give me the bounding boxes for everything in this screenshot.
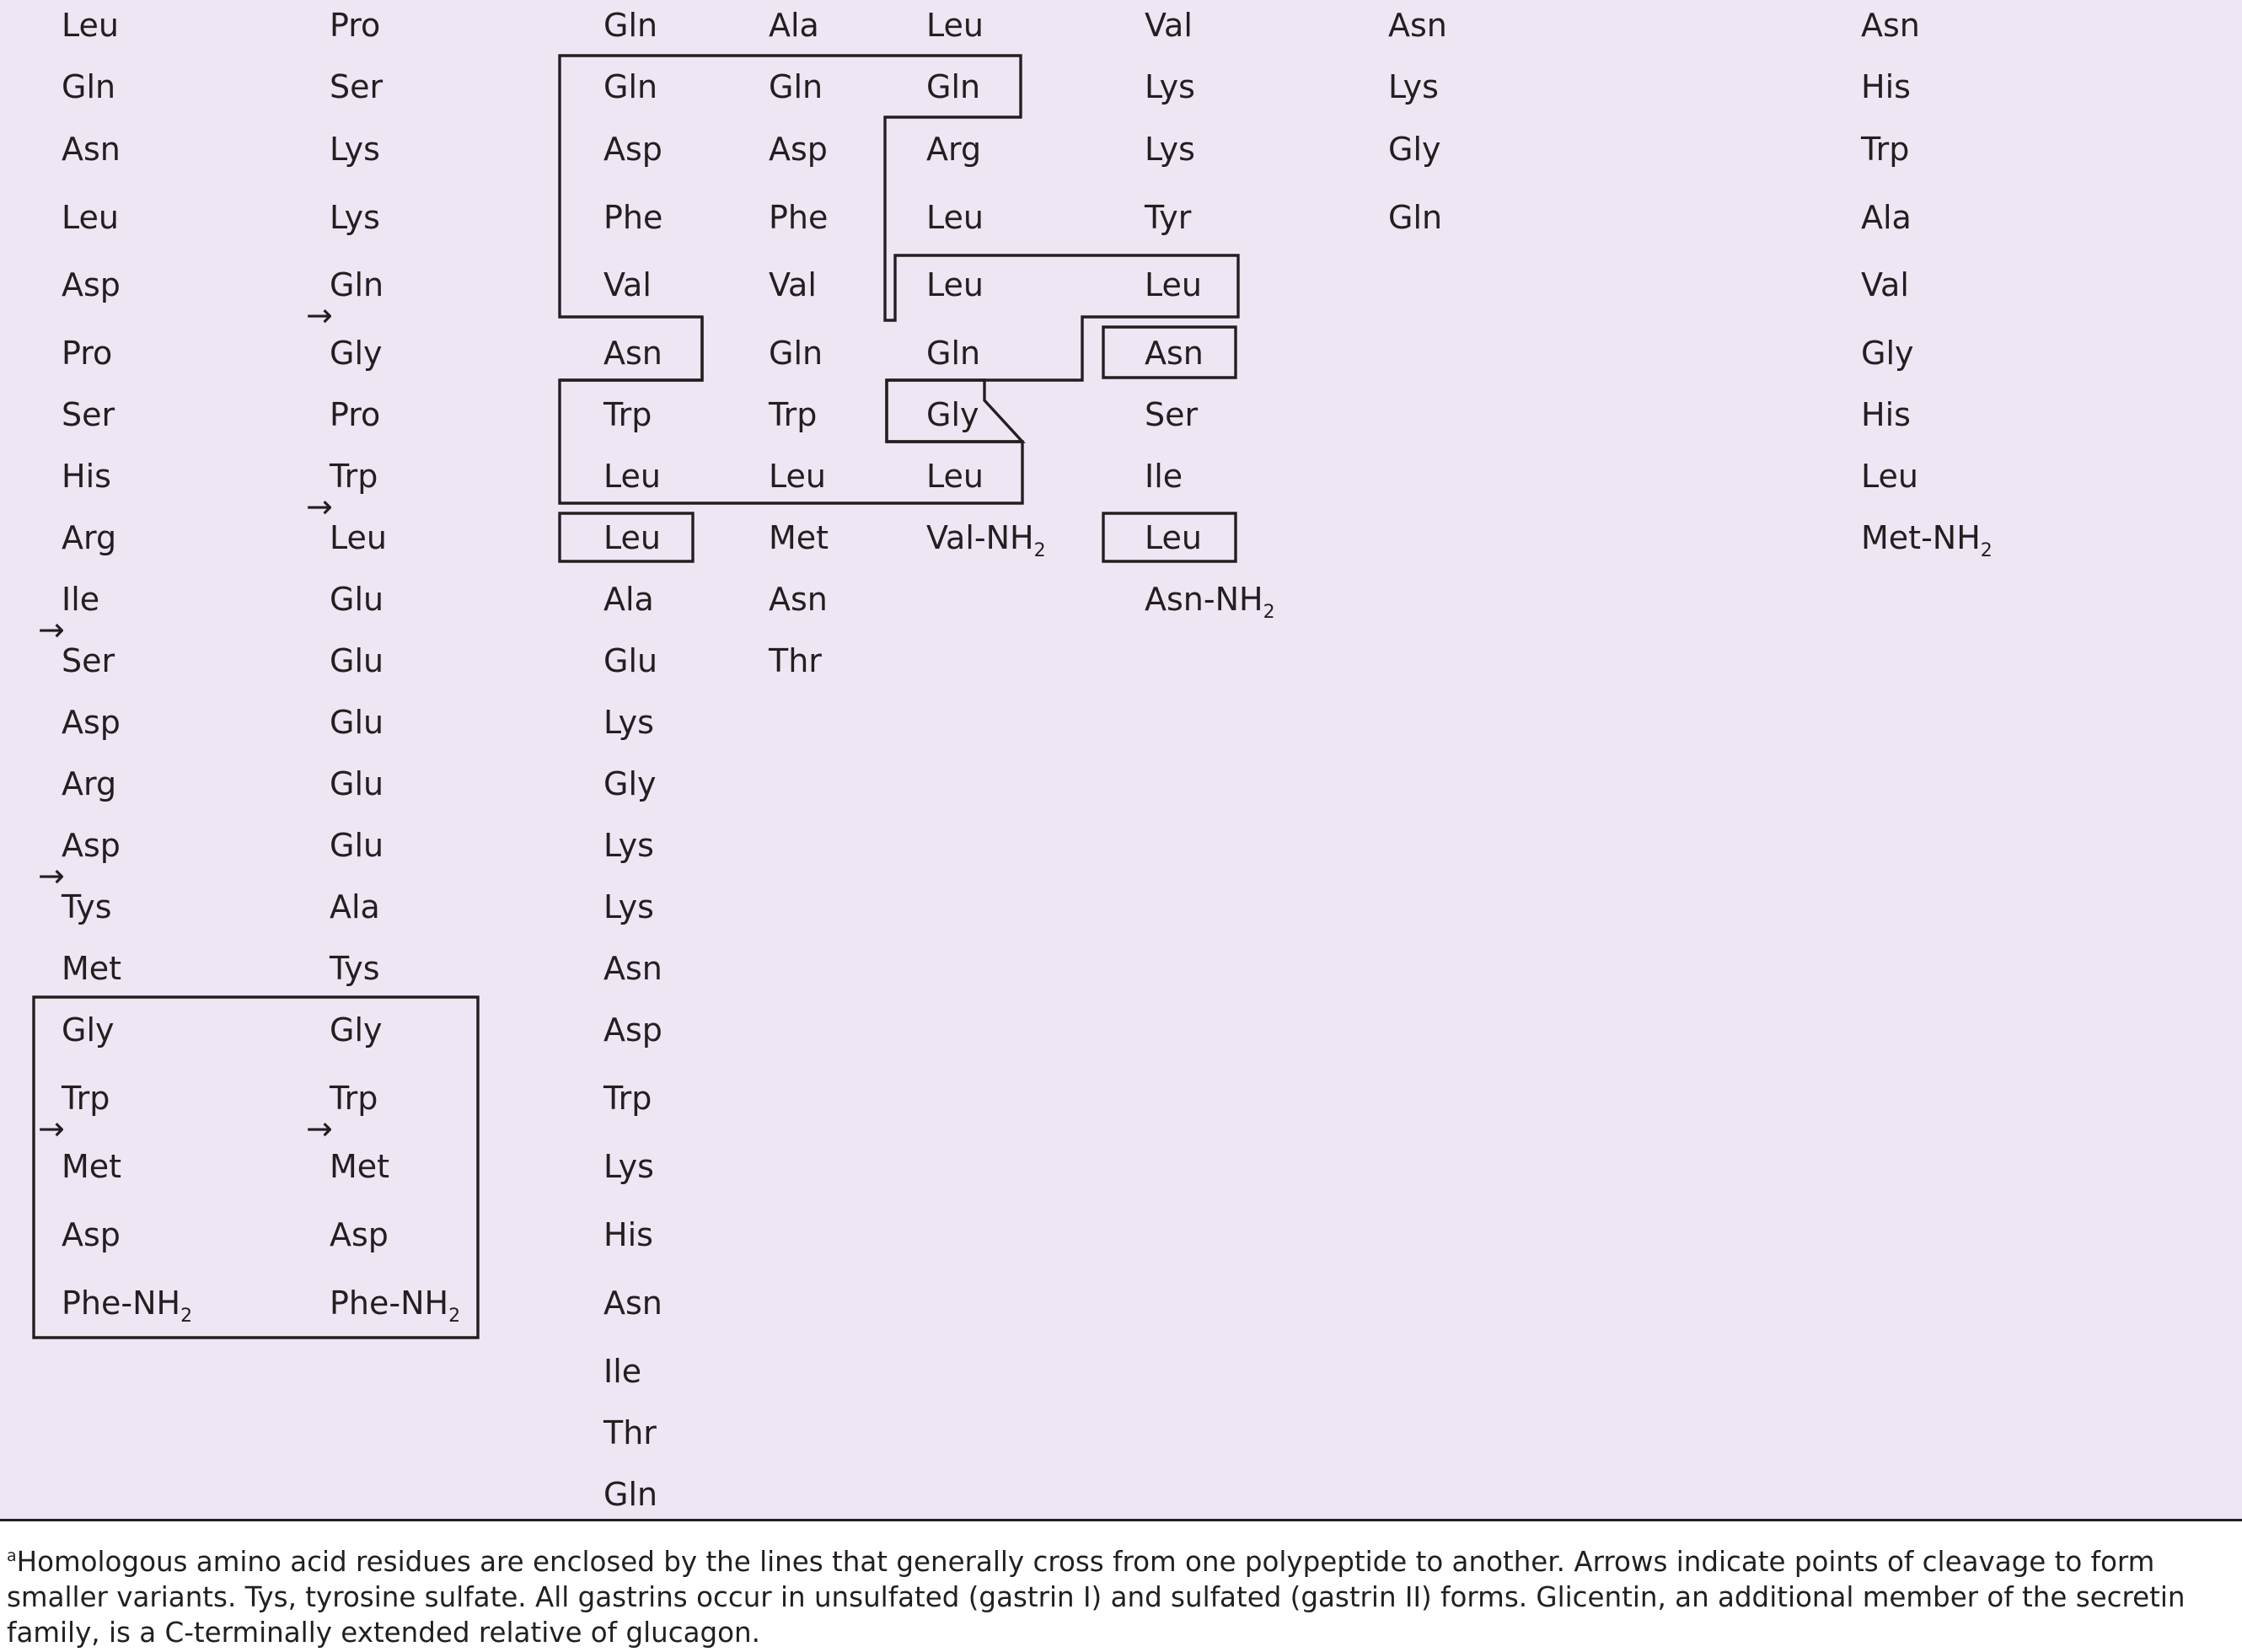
residue: Ala bbox=[603, 581, 654, 618]
residue: Leu bbox=[603, 519, 661, 556]
residue: Leu bbox=[1861, 458, 1918, 495]
residue: Arg bbox=[926, 131, 982, 168]
residue: Gln bbox=[926, 68, 981, 105]
residue: Glu bbox=[330, 642, 384, 679]
residue: Gln bbox=[603, 7, 658, 44]
cleavage-arrow: → bbox=[306, 1110, 333, 1147]
table-footnote bbox=[7, 1544, 2232, 1650]
residue: Phe-$NH_2$ bbox=[330, 1285, 461, 1327]
residue: Met bbox=[330, 1148, 390, 1185]
residue: Phe bbox=[603, 199, 663, 236]
residue: Glu bbox=[330, 581, 384, 618]
residue: Glu bbox=[330, 827, 384, 864]
residue: Met-$NH_2$ bbox=[1861, 519, 1993, 561]
residue: Phe-$NH_2$ bbox=[62, 1285, 193, 1327]
residue: His bbox=[1861, 396, 1911, 433]
residue: Gln bbox=[603, 1476, 658, 1513]
residue: Ile bbox=[62, 581, 100, 618]
residue: Val bbox=[603, 266, 652, 303]
residue: His bbox=[62, 458, 111, 495]
residue: Leu bbox=[62, 199, 119, 236]
residue: Lys bbox=[1145, 131, 1195, 168]
residue: Asp bbox=[603, 131, 662, 168]
residue: Leu bbox=[769, 458, 826, 495]
cleavage-arrow: → bbox=[306, 488, 333, 525]
residue: Gln bbox=[330, 266, 384, 303]
residue: Pro bbox=[330, 396, 381, 433]
residue: Gln bbox=[769, 68, 823, 105]
residue: Glu bbox=[603, 642, 658, 679]
residue: Gly bbox=[330, 1011, 383, 1049]
residue: Asp bbox=[330, 1216, 389, 1253]
residue: Ser bbox=[1145, 396, 1199, 433]
residue: Leu bbox=[926, 266, 984, 303]
residue: Asn bbox=[1861, 7, 1920, 44]
residue: Thr bbox=[769, 642, 822, 679]
residue: Trp bbox=[769, 396, 818, 433]
cleavage-arrow: → bbox=[38, 857, 65, 894]
residue: Ala bbox=[1861, 199, 1912, 236]
residue: Asn bbox=[62, 131, 121, 168]
residue: Arg bbox=[62, 765, 117, 802]
residue: Tyr bbox=[1145, 199, 1192, 236]
residue: Lys bbox=[330, 199, 380, 236]
residue: Glu bbox=[330, 704, 384, 741]
residue: Asp bbox=[62, 1216, 121, 1253]
residue: Trp bbox=[603, 1080, 652, 1117]
residue: Pro bbox=[330, 7, 381, 44]
residue: Leu bbox=[330, 519, 387, 556]
residue: Asn bbox=[603, 1285, 662, 1322]
residue: Lys bbox=[1145, 68, 1195, 105]
residue: Ala bbox=[330, 888, 380, 925]
residue: Arg bbox=[62, 519, 117, 556]
cleavage-arrow: → bbox=[38, 611, 65, 648]
residue: Ile bbox=[1145, 458, 1183, 495]
footnote-text: Homologous amino acid residues are enclosed by the lines that generally cross from one polypeptide to another. Arrows indicate points of cleavage to form smaller variants. Tys, tyrosine sulfate. All gastrins occur in unsulfated (gastrin I) and sulfated (gastrin II) forms. Glicentin, an additional member of the secretin family, is a C-terminally extended relative of glucagon. bbox=[7, 1546, 2186, 1649]
residue: Gln bbox=[1388, 199, 1443, 236]
residue: Gln bbox=[62, 68, 116, 105]
residue: Leu bbox=[1145, 519, 1202, 556]
residue: Thr bbox=[603, 1414, 657, 1451]
residue: Asn bbox=[603, 335, 662, 372]
residue: Asn bbox=[1388, 7, 1447, 44]
residue: Gly bbox=[1861, 335, 1914, 372]
footnote-marker: a bbox=[7, 1547, 17, 1565]
residue: Leu bbox=[1145, 266, 1202, 303]
residue: Asn bbox=[769, 581, 828, 618]
residue: Met bbox=[62, 1148, 122, 1185]
residue: Trp bbox=[603, 396, 652, 433]
residue: Ser bbox=[330, 68, 384, 105]
residue: Phe bbox=[769, 199, 829, 236]
cleavage-arrow: → bbox=[38, 1110, 65, 1147]
residue: His bbox=[603, 1216, 653, 1253]
residue: Gly bbox=[603, 765, 657, 802]
residue: Leu bbox=[926, 458, 984, 495]
residue: Tys bbox=[62, 888, 112, 925]
residue: Leu bbox=[603, 458, 661, 495]
residue: Trp bbox=[330, 458, 378, 495]
residue: Asn bbox=[603, 950, 662, 987]
table-bottom-rule bbox=[0, 1519, 2242, 1521]
residue: Ser bbox=[62, 396, 115, 433]
residue: Ala bbox=[769, 7, 819, 44]
residue: Leu bbox=[926, 199, 984, 236]
residue: Met bbox=[62, 950, 122, 987]
residue: Asp bbox=[603, 1011, 662, 1049]
residue: Lys bbox=[603, 888, 654, 925]
residue: Val bbox=[769, 266, 817, 303]
residue: Val-$NH_2$ bbox=[926, 519, 1046, 561]
residue: Gly bbox=[1388, 131, 1441, 168]
residue: Asp bbox=[62, 704, 121, 741]
residue: Asp bbox=[62, 266, 121, 303]
residue: Gly bbox=[62, 1011, 115, 1049]
residue: Asp bbox=[769, 131, 828, 168]
residue: Ile bbox=[603, 1353, 642, 1390]
residue: Asp bbox=[62, 827, 121, 864]
residue: Val bbox=[1861, 266, 1909, 303]
residue: Lys bbox=[1388, 68, 1439, 105]
residue: Asn-$NH_2$ bbox=[1145, 581, 1275, 623]
residue: Trp bbox=[1861, 131, 1910, 168]
residue: Gly bbox=[926, 396, 979, 433]
residue: Asn bbox=[1145, 335, 1204, 372]
residue: Gln bbox=[603, 68, 658, 105]
residue: Leu bbox=[926, 7, 984, 44]
residue: Ser bbox=[62, 642, 115, 679]
residue: Trp bbox=[62, 1080, 110, 1117]
residue: Tys bbox=[330, 950, 380, 987]
residue: Pro bbox=[62, 335, 113, 372]
outline-secretin-family-upper bbox=[560, 56, 1238, 503]
residue: Met bbox=[769, 519, 829, 556]
residue: Glu bbox=[330, 765, 384, 802]
residue: Lys bbox=[603, 704, 654, 741]
residue: Lys bbox=[603, 1148, 654, 1185]
residue: Gln bbox=[926, 335, 981, 372]
residue: Lys bbox=[330, 131, 380, 168]
residue: His bbox=[1861, 68, 1911, 105]
residue: Lys bbox=[603, 827, 654, 864]
residue: Val bbox=[1145, 7, 1193, 44]
residue: Gly bbox=[330, 335, 383, 372]
residue: Leu bbox=[62, 7, 119, 44]
residue: Gln bbox=[769, 335, 823, 372]
cleavage-arrow: → bbox=[306, 297, 333, 334]
residue: Trp bbox=[330, 1080, 378, 1117]
